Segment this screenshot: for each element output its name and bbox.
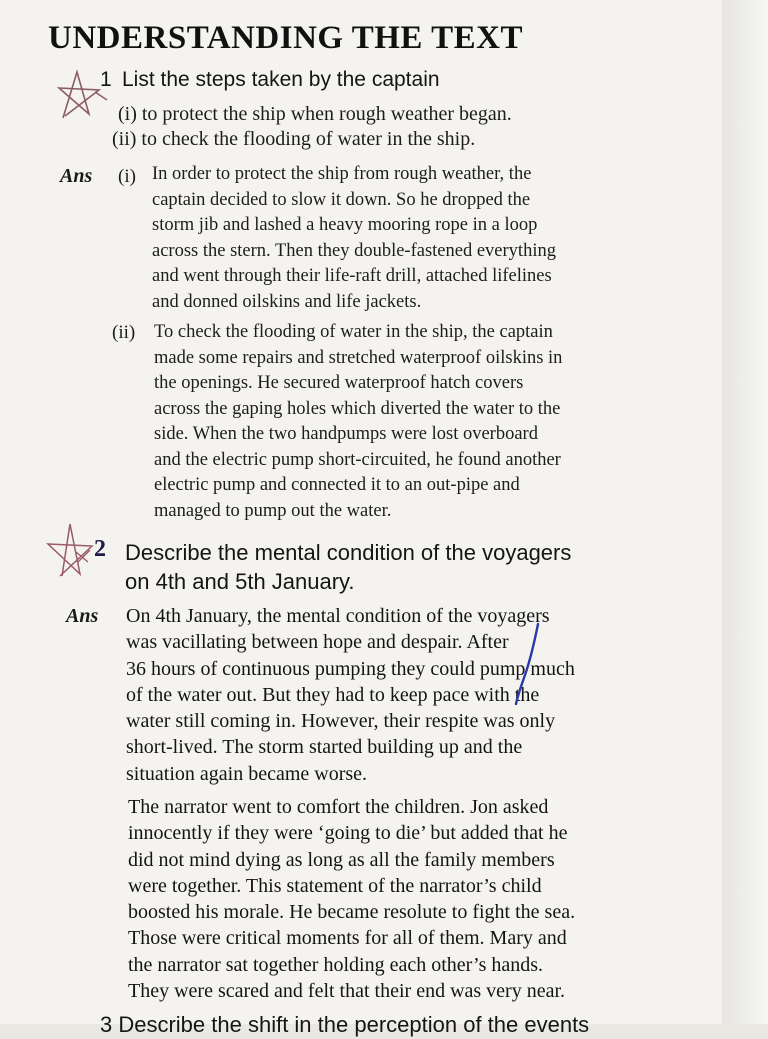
text-line: The narrator went to comfort the children. Jon asked <box>128 796 549 818</box>
q1-ans-ii-marker: (ii) <box>112 322 136 343</box>
page-gutter-shadow <box>722 0 768 1024</box>
text-line: water still coming in. However, their respite was only <box>126 710 556 733</box>
text-line: on 4th and 5th January. <box>125 569 355 594</box>
q1-answer-ii <box>154 320 562 524</box>
pen-stroke <box>508 620 548 710</box>
text-line: captain decided to slow it down. So he dropped the <box>152 189 531 210</box>
text-line: Describe the mental condition of the voyagers <box>125 540 572 565</box>
text-line: side. When the two handpumps were lost overboard <box>154 424 538 444</box>
text-line: and the electric pump short-circuited, he found another <box>154 449 561 470</box>
star-mark-q1 <box>55 66 125 126</box>
text-line: and donned oilskins and life jackets. <box>152 291 422 312</box>
text-line: short-lived. The storm started building up and the <box>126 736 523 759</box>
text-line: In order to protect the ship from rough weather, the <box>152 164 532 184</box>
q1-sub-ii: (ii) to check the flooding of water in the ship. <box>112 128 476 150</box>
q2-ans-label: Ans <box>66 605 99 627</box>
text-line: across the stern. Then they double-fastened everything <box>152 240 556 261</box>
text-line: of the water out. But they had to keep pace with the <box>126 683 540 706</box>
q1-answer-i <box>152 162 556 315</box>
text-line: situation again became worse. <box>126 762 368 785</box>
q2-title <box>125 538 571 596</box>
q1-ans-label: Ans <box>60 165 93 187</box>
text-line: storm jib and lashed a heavy mooring rope in a loop <box>152 215 538 235</box>
star-mark-q2 <box>42 518 100 582</box>
q1-number: 1 <box>100 68 112 91</box>
text-line: the openings. He secured waterproof hatch covers <box>154 373 524 393</box>
text-line: To check the flooding of water in the ship, the captain <box>154 322 553 342</box>
text-line: boosted his morale. He became resolute to fight the sea. <box>128 901 576 924</box>
text-line: across the gaping holes which diverted the water to the <box>154 398 561 419</box>
text-line: innocently if they were ‘going to die’ but added that he <box>128 822 568 845</box>
text-line: and went through their life-raft drill, attached lifelines <box>152 266 552 286</box>
section-heading: UNDERSTANDING THE TEXT <box>48 20 523 56</box>
text-line: the narrator sat together holding each other’s hands. <box>128 953 544 976</box>
q1-title: List the steps taken by the captain <box>122 68 440 91</box>
text-line: electric pump and connected it to an out-pipe and <box>154 475 520 495</box>
q3-cut-title: 3 Describe the shift in the perception of the events <box>100 1012 590 1037</box>
text-line: On 4th January, the mental condition of the voyagers <box>126 605 550 627</box>
text-line: were together. This statement of the narrator’s child <box>128 874 542 897</box>
q1-ans-i-marker: (i) <box>118 166 136 187</box>
q2-number: 2 <box>94 536 106 562</box>
text-line: Those were critical moments for all of them. Mary and <box>128 927 567 950</box>
q2-answer-para2 <box>128 794 575 1004</box>
text-line: made some repairs and stretched waterproof oilskins in <box>154 347 563 368</box>
text-line: They were scared and felt that their end was very near. <box>128 980 566 1003</box>
text-line: managed to pump out the water. <box>154 500 392 521</box>
text-line: was vacillating between hope and despair. After <box>126 631 509 654</box>
text-line: 36 hours of continuous pumping they could pump much <box>126 657 575 680</box>
text-line: did not mind dying as long as all the family members <box>128 848 555 871</box>
q1-sub-i: (i) to protect the ship when rough weather began. <box>118 103 512 125</box>
